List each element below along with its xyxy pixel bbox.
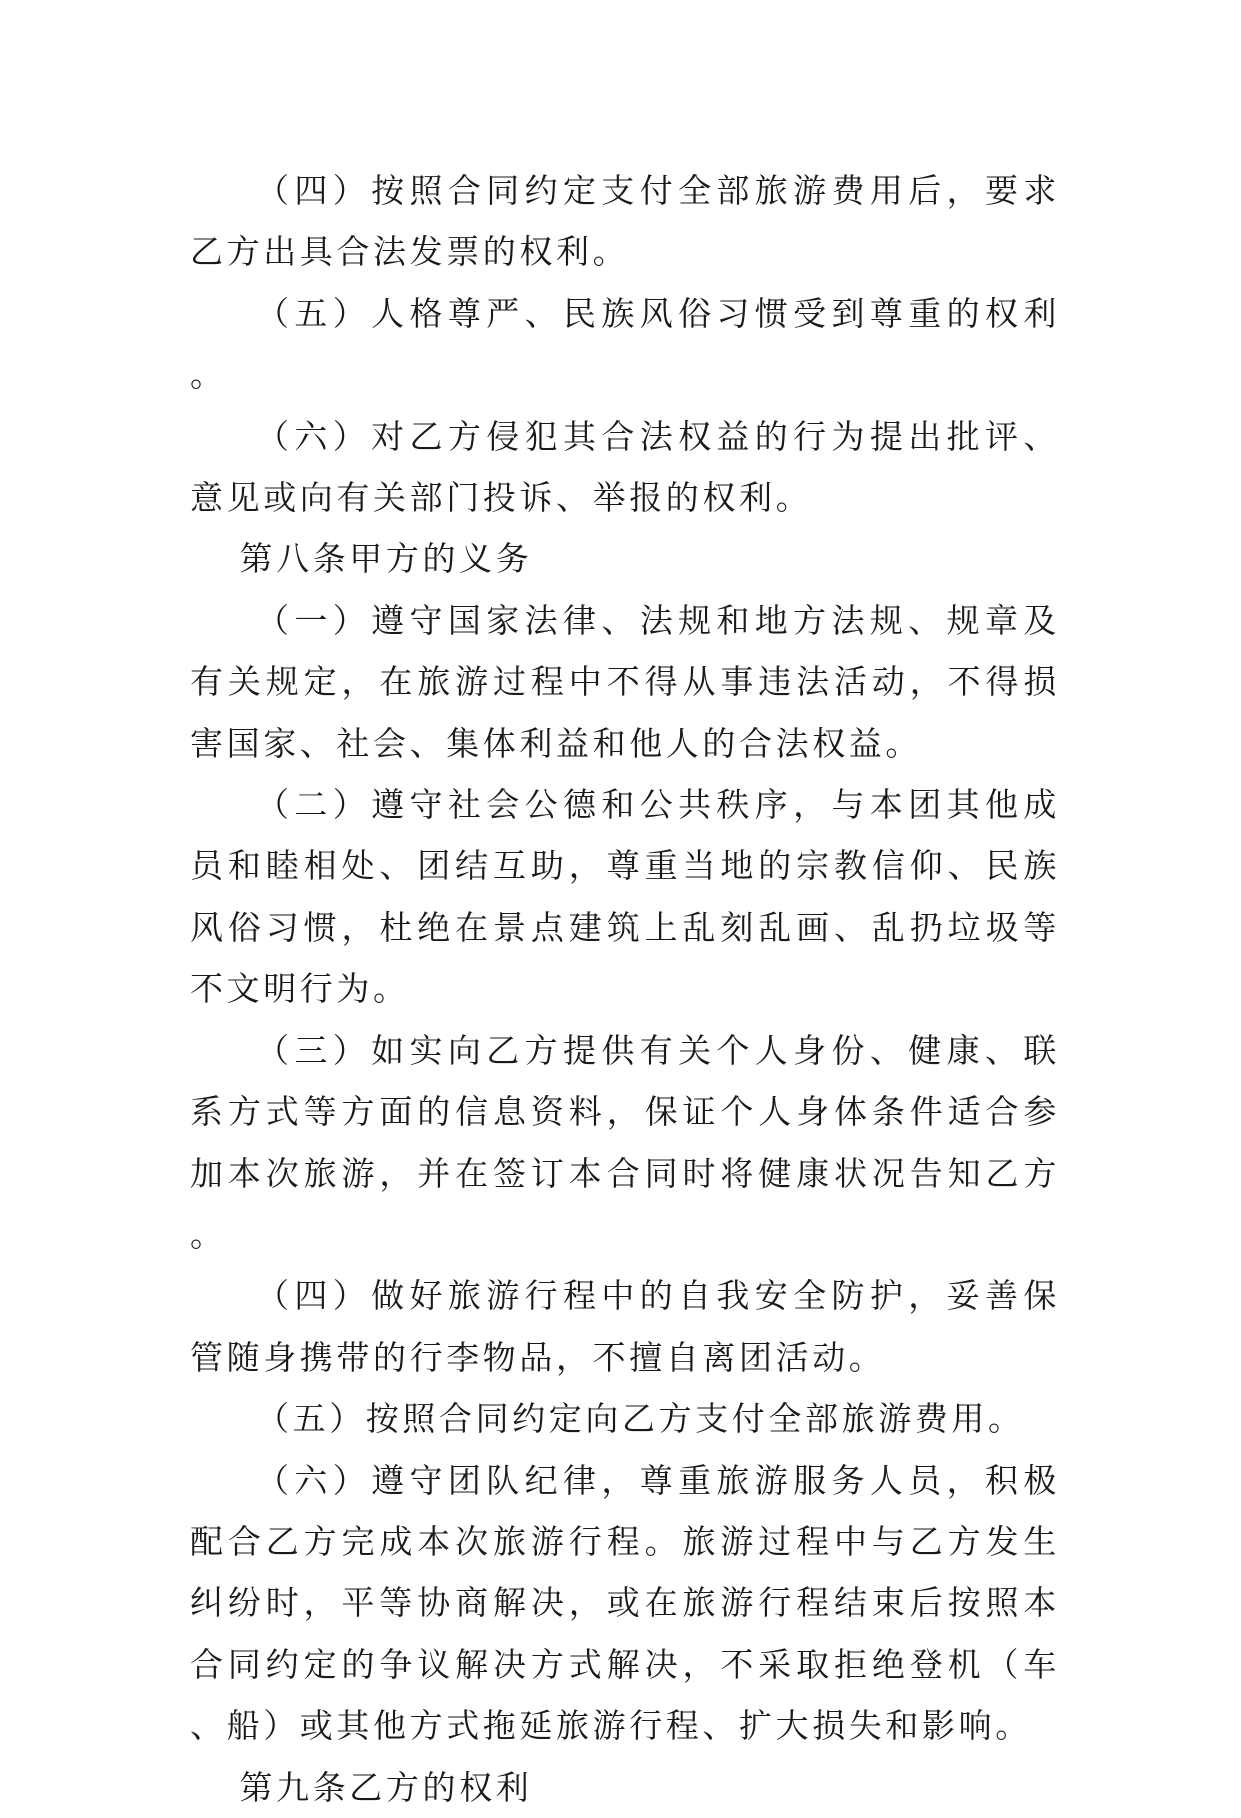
clause-item-duties-2: （二）遵守社会公德和公共秩序，与本团其他成员和睦相处、团结互助，尊重当地的宗教信仰、民族风俗习惯，杜绝在景点建筑上乱刻乱画、乱扔垃圾等不文明行为。 (190, 785, 1060, 1009)
clause-item-rights-4: （四）按照合同约定支付全部旅游费用后，要求乙方出具合法发票的权利。 (190, 171, 1060, 272)
clause-item-duties-1: （一）遵守国家法律、法规和地方法规、规章及有关规定，在旅游过程中不得从事违法活动，不得损害国家、社会、集体利益和他人的合法权益。 (190, 600, 1060, 763)
article-heading-9: 第九条乙方的权利 (239, 1767, 533, 1807)
document-body (190, 160, 1060, 1818)
clause-item-rights-6: （六）对乙方侵犯其合法权益的行为提出批评、意见或向有关部门投诉、举报的权利。 (190, 416, 1060, 518)
article-heading-8: 第八条甲方的义务 (239, 539, 533, 579)
clause-item-duties-5: （五）按照合同约定向乙方支付全部旅游费用。 (256, 1399, 1025, 1439)
clause-item-rights-5: （五）人格尊严、民族风俗习惯受到尊重的权利。 (190, 293, 1060, 395)
clause-item-duties-6: （六）遵守团队纪律，尊重旅游服务人员，积极配合乙方完成本次旅游行程。旅游过程中与乙方发生纠纷时，平等协商解决，或在旅游行程结束后按照本合同约定的争议解决方式解决，不采取拒绝登机（车、船）或其他方式拖延旅游行程、扩大损失和影响。 (190, 1460, 1060, 1746)
clause-item-duties-4: （四）做好旅游行程中的自我安全防护，妥善保管随身携带的行李物品，不擅自离团活动。 (190, 1276, 1060, 1377)
clause-item-duties-3: （三）如实向乙方提供有关个人身份、健康、联系方式等方面的信息资料，保证个人身体条件适合参加本次旅游，并在签订本合同时将健康状况告知乙方。 (190, 1030, 1060, 1254)
